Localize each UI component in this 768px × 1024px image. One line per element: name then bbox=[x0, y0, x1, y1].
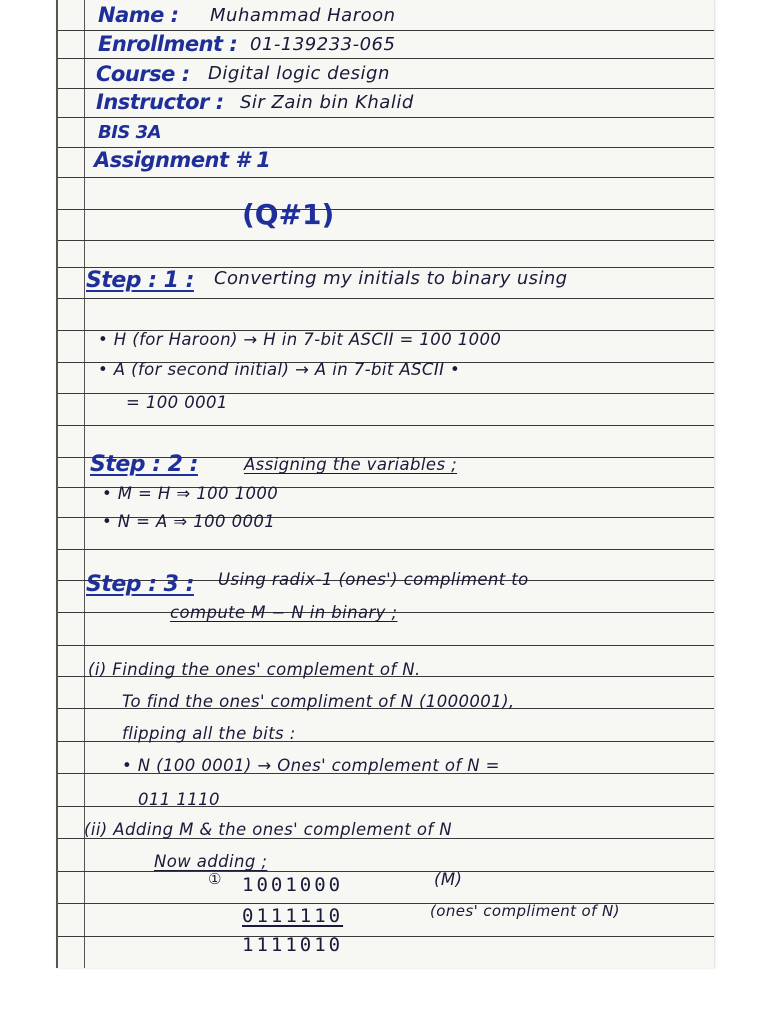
addend-n-complement-bits: 0111110 bbox=[242, 905, 344, 927]
carry-mark: ① bbox=[208, 870, 222, 888]
name-value: Muhammad Haroon bbox=[210, 5, 396, 26]
course-value: Digital logic design bbox=[208, 63, 390, 84]
step1-line2: • A (for second initial) → A in 7-bit ASCII • bbox=[98, 360, 461, 379]
part1-line3: flipping all the bits : bbox=[122, 724, 296, 743]
part2-line1: (ii) Adding M & the ones' complement of N bbox=[84, 820, 453, 839]
rule-line bbox=[58, 645, 714, 646]
instructor-value: Sir Zain bin Khalid bbox=[240, 92, 414, 113]
sum-bits: 1111010 bbox=[242, 934, 344, 956]
question-title: (Q#1) bbox=[242, 198, 335, 231]
notebook-page bbox=[56, 0, 714, 968]
rule-line bbox=[58, 871, 714, 872]
rule-line bbox=[58, 30, 714, 31]
step1-line1: • H (for Haroon) → H in 7-bit ASCII = 100 1000 bbox=[98, 330, 502, 349]
rule-line bbox=[58, 209, 714, 210]
rule-line bbox=[58, 425, 714, 426]
rule-line bbox=[58, 240, 714, 241]
rule-line bbox=[58, 298, 714, 299]
rule-line bbox=[58, 117, 714, 118]
step1-text: Converting my initials to binary using bbox=[214, 268, 568, 289]
step2-heading: Step : 2 : bbox=[90, 452, 198, 477]
instructor-label: Instructor : bbox=[96, 90, 224, 114]
section-label: BIS 3A bbox=[98, 122, 162, 143]
part2-line2: Now adding ; bbox=[154, 852, 268, 871]
part1-line2: To find the ones' compliment of N (1000001), bbox=[122, 692, 515, 711]
name-label: Name : bbox=[98, 3, 179, 27]
step1-line3: = 100 0001 bbox=[126, 393, 228, 412]
step2-line1: • M = H ⇒ 100 1000 bbox=[102, 484, 279, 503]
enrollment-value: 01-139233-065 bbox=[250, 34, 396, 55]
step2-line2: • N = A ⇒ 100 0001 bbox=[102, 512, 276, 531]
addend-n-complement-label: (ones' compliment of N) bbox=[430, 902, 620, 920]
rule-line bbox=[58, 88, 714, 89]
rule-line bbox=[58, 58, 714, 59]
part1-line5: 011 1110 bbox=[138, 790, 220, 809]
rule-line bbox=[58, 936, 714, 937]
step2-text: Assigning the variables ; bbox=[244, 455, 458, 474]
part1-line1: (i) Finding the ones' complement of N. bbox=[88, 660, 421, 679]
addend-m-bits: 1001000 bbox=[242, 874, 344, 896]
addend-m-label: (M) bbox=[434, 870, 463, 889]
rule-line bbox=[58, 549, 714, 550]
assignment-label: Assignment # 1 bbox=[94, 148, 271, 172]
step1-heading: Step : 1 : bbox=[86, 268, 194, 293]
course-label: Course : bbox=[96, 62, 190, 86]
enrollment-label: Enrollment : bbox=[98, 32, 238, 56]
part1-line4: • N (100 0001) → Ones' complement of N = bbox=[122, 756, 500, 775]
step3-text-line1: Using radix-1 (ones') compliment to bbox=[218, 570, 529, 589]
rule-line bbox=[58, 177, 714, 178]
step3-heading: Step : 3 : bbox=[86, 572, 194, 597]
step3-text-line2: compute M − N in binary ; bbox=[170, 603, 398, 622]
